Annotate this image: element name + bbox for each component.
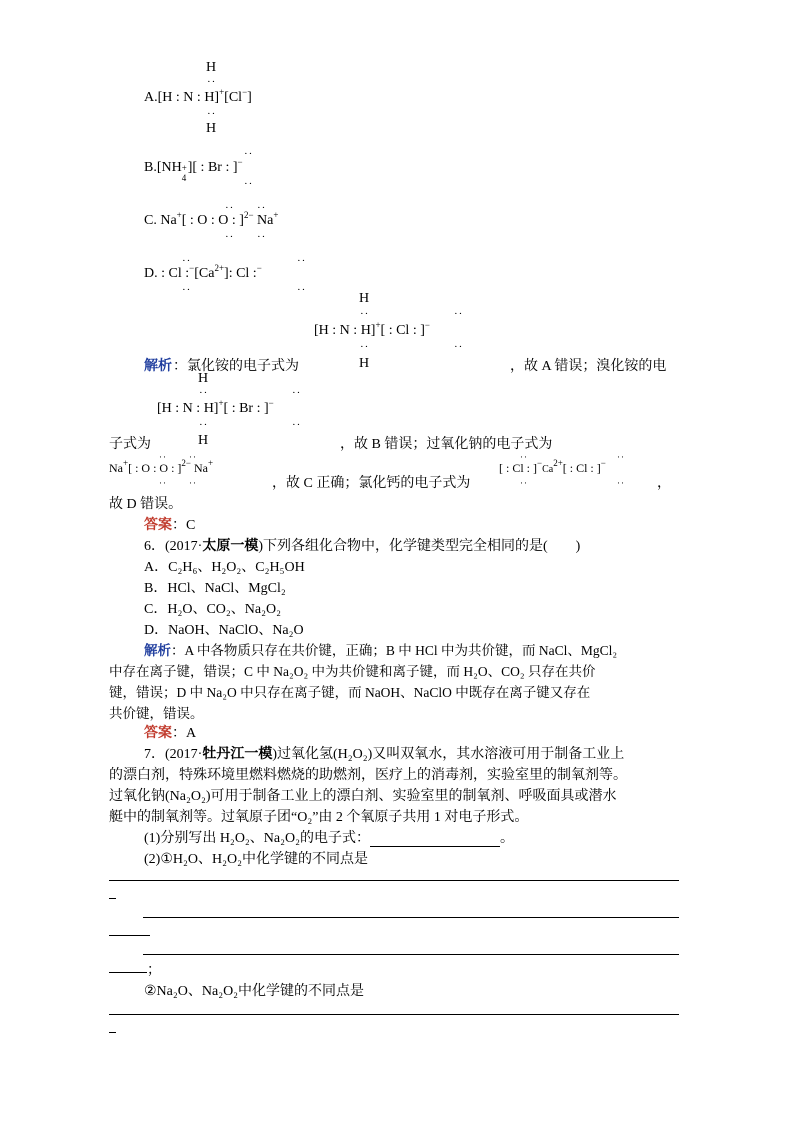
- calcium: Ca: [542, 464, 554, 475]
- question-number: 7．(2017·: [144, 747, 203, 762]
- calcium-chloride-formula: [499, 458, 606, 476]
- ammonium: [NH: [156, 160, 182, 175]
- sodium: Na: [160, 213, 177, 228]
- analysis-text: 共价键，错误。: [109, 706, 204, 721]
- analysis-text: 键，错误；D 中 Na₂O 中只存在离子键，而 NaOH、NaClO 中既存在离子键又存在: [109, 685, 591, 700]
- electron-dots: ··: [189, 452, 197, 462]
- electron-dots: ··: [199, 387, 209, 399]
- colon: :: [196, 90, 201, 105]
- formula-h: [H: [157, 401, 172, 416]
- answer-value: ：C: [172, 518, 196, 533]
- charge: +: [176, 210, 182, 220]
- electron-dots: ··: [225, 231, 235, 243]
- charge: −: [268, 398, 274, 408]
- option-a-top-h: H: [206, 60, 217, 75]
- bromide: ][ : Br : ]: [187, 160, 238, 175]
- choice-b: B．HCl、NaCl、MgCl₂: [144, 581, 286, 596]
- electron-dots: ··: [360, 308, 370, 320]
- bracket: ]: [247, 90, 252, 105]
- electron-dots: ··: [292, 387, 302, 399]
- question-7-part-1: [144, 827, 514, 847]
- charge: +: [218, 398, 224, 408]
- charge: −: [237, 157, 243, 167]
- electron-dots: ··: [244, 148, 254, 160]
- option-a-label: [144, 87, 252, 106]
- question-number: 6．(2017·: [144, 539, 203, 554]
- answer-blank[interactable]: [370, 832, 500, 847]
- charge: +: [123, 458, 129, 468]
- charge: 2−: [243, 210, 254, 220]
- electron-dots: ··: [297, 284, 307, 296]
- analysis-text: ，故 A 错误；溴化铵的电: [510, 359, 667, 374]
- analysis-text: 子式为: [109, 437, 151, 452]
- answer-line[interactable]: [143, 954, 679, 955]
- analysis-label: 解析: [144, 359, 172, 374]
- option-b-label: [144, 157, 243, 183]
- question-7-line-2: 的漂白剂，特殊环境里燃料燃烧的助燃剂，医疗上的消毒剂，实验室里的制氧剂等。: [109, 768, 627, 783]
- electron-dots: ··: [189, 478, 197, 488]
- part-text: (1)分别写出 H₂O₂、Na₂O₂的电子式：: [144, 831, 371, 846]
- answer-line[interactable]: [109, 1014, 679, 1015]
- sodium: Na: [257, 213, 274, 228]
- formula-cl: [ : Cl : ]: [380, 323, 425, 338]
- formula-n: N: [339, 323, 350, 338]
- option-a-bottom-h: H: [206, 121, 217, 136]
- electron-dots: ··: [617, 452, 625, 462]
- charge: +: [207, 458, 214, 468]
- formula-br: [ : Br : ]: [223, 401, 269, 416]
- sodium: Na: [109, 461, 123, 475]
- option-a-h2: H]: [204, 90, 220, 105]
- answer-line-tail: [109, 972, 147, 973]
- question-7-part-3: ②Na₂O、Na₂O₂中化学键的不同点是: [144, 984, 365, 999]
- electron-dots: ··: [257, 202, 267, 214]
- sodium-peroxide-formula: [109, 458, 214, 476]
- semicolon: ；: [147, 963, 161, 978]
- electron-dots: ··: [244, 178, 254, 190]
- formula-h: [H: [314, 323, 329, 338]
- analysis-text: ，: [657, 476, 671, 491]
- calcium: [Ca: [194, 266, 215, 281]
- option-a-prefix: A.: [144, 90, 158, 105]
- electron-dots: ··: [207, 76, 217, 88]
- ammonium-chloride-formula: [H : N : H]+[ : Cl : ]−: [314, 320, 430, 338]
- question-6-stem: [144, 535, 580, 555]
- choice-d: D．NaOH、NaClO、Na₂O: [144, 623, 304, 638]
- formula-n: N: [182, 401, 193, 416]
- electron-dots: ··: [182, 284, 192, 296]
- analysis-label: 解析: [144, 643, 171, 658]
- electron-dots: ··: [292, 419, 302, 431]
- question-source: 太原一模: [202, 539, 259, 554]
- sodium: Na: [193, 461, 208, 475]
- charge: −: [256, 263, 262, 273]
- question-7-line-4: 艇中的制氧剂等。过氧原子团“O₂”由 2 个氧原子共用 1 对电子形式。: [109, 810, 529, 825]
- option-a-n: N: [183, 90, 194, 105]
- electron-dots: ··: [182, 255, 192, 267]
- charge: 2+: [553, 458, 563, 468]
- charge: +: [219, 87, 225, 97]
- option-c-prefix: C.: [144, 213, 157, 228]
- answer-line[interactable]: [143, 917, 679, 918]
- electron-dots: ··: [257, 231, 267, 243]
- charge: 2+: [214, 263, 225, 273]
- option-a-cl: [Cl: [224, 90, 243, 105]
- formula-bottom-h: H: [359, 356, 370, 371]
- question-source: 牡丹江一模: [202, 747, 273, 762]
- electron-dots: ··: [360, 341, 370, 353]
- electron-dots: ··: [199, 419, 209, 431]
- chloride: : Cl :: [228, 266, 257, 281]
- question-text: )过氧化氢(H₂O₂)又叫双氧水，其水溶液可用于制备工业上: [272, 747, 625, 762]
- option-c-label: [144, 210, 279, 229]
- formula-bottom-h: H: [198, 433, 209, 448]
- electron-dots: ··: [617, 478, 625, 488]
- analysis-text: ，故 C 正确；氯化钙的电子式为: [272, 476, 471, 491]
- electron-dots: ··: [159, 452, 167, 462]
- answer-5: [144, 514, 195, 534]
- charge: +: [181, 163, 187, 173]
- chloride: : Cl :: [161, 266, 190, 281]
- choice-a: A．C₂H₆、H₂O₂、C₂H₅OH: [144, 560, 305, 575]
- electron-dots: ··: [454, 341, 464, 353]
- analysis-text: ：A 中各物质只存在共价键，正确；B 中 HCl 中为共价键，而 NaCl、MgCl₂: [171, 643, 618, 658]
- option-d-prefix: D.: [144, 266, 158, 281]
- formula-top-h: H: [198, 371, 209, 386]
- peroxide: [ : O : O : ]: [181, 213, 244, 228]
- formula-h2: H]: [203, 401, 219, 416]
- charge: −: [242, 87, 248, 97]
- question-text: )下列各组化合物中，化学键类型完全相同的是( ): [258, 539, 581, 554]
- electron-dots: ··: [225, 202, 235, 214]
- electron-dots: ··: [520, 478, 528, 488]
- answer-line-tail: [109, 1032, 116, 1033]
- peroxide: [ : O : O : ]: [128, 461, 182, 475]
- chloride: [ : Cl : ]: [562, 461, 601, 475]
- answer-line[interactable]: [109, 880, 679, 881]
- option-b-prefix: B.: [144, 160, 157, 175]
- bracket: ]: [224, 266, 229, 281]
- answer-label: 答案: [144, 726, 172, 741]
- analysis-text: 中存在离子键，错误；C 中 Na₂O₂ 中为共价键和离子键，而 H₂O、CO₂ 只存在共价: [109, 664, 596, 679]
- charge: +: [273, 210, 279, 220]
- electron-dots: ··: [454, 308, 464, 320]
- chloride: [ : Cl : ]: [499, 461, 537, 475]
- answer-value: ：A: [172, 726, 197, 741]
- electron-dots: ··: [520, 452, 528, 462]
- charge: +: [375, 320, 381, 330]
- answer-6: [144, 722, 196, 742]
- charge: −: [424, 320, 430, 330]
- charge: 2−: [181, 458, 191, 468]
- answer-line-tail: [109, 898, 116, 899]
- analysis-text: ，故 B 错误；过氧化钠的电子式为: [340, 437, 553, 452]
- formula-h2: H]: [360, 323, 376, 338]
- answer-line-tail: [109, 935, 150, 936]
- formula-top-h: H: [359, 291, 370, 306]
- electron-dots: ··: [297, 255, 307, 267]
- part-text: 。: [500, 831, 515, 846]
- analysis-text: 故 D 错误。: [109, 497, 183, 512]
- question-7-part-2: (2)①H₂O、H₂O₂中化学键的不同点是: [144, 852, 368, 867]
- answer-label: 答案: [144, 518, 172, 533]
- option-a-h: [H: [157, 90, 173, 105]
- question-7-line-3: 过氧化钠(Na₂O₂)可用于制备工业上的漂白剂、实验室里的制氧剂、呼吸面具或潜水: [109, 789, 617, 804]
- electron-dots: ··: [207, 108, 217, 120]
- charge: −: [537, 458, 543, 468]
- charge: −: [189, 263, 195, 273]
- choice-c: C．H₂O、CO₂、Na₂O₂: [144, 602, 281, 617]
- charge: −: [600, 458, 606, 468]
- option-d-label: [144, 263, 262, 282]
- subscript: 4: [181, 173, 187, 183]
- colon: :: [175, 90, 180, 105]
- question-7-line-1: [144, 743, 624, 763]
- electron-dots: ··: [159, 478, 167, 488]
- analysis-text: ：氯化铵的电子式为: [173, 359, 299, 374]
- ammonium-bromide-formula: [H : N : H]+[ : Br : ]−: [157, 398, 274, 416]
